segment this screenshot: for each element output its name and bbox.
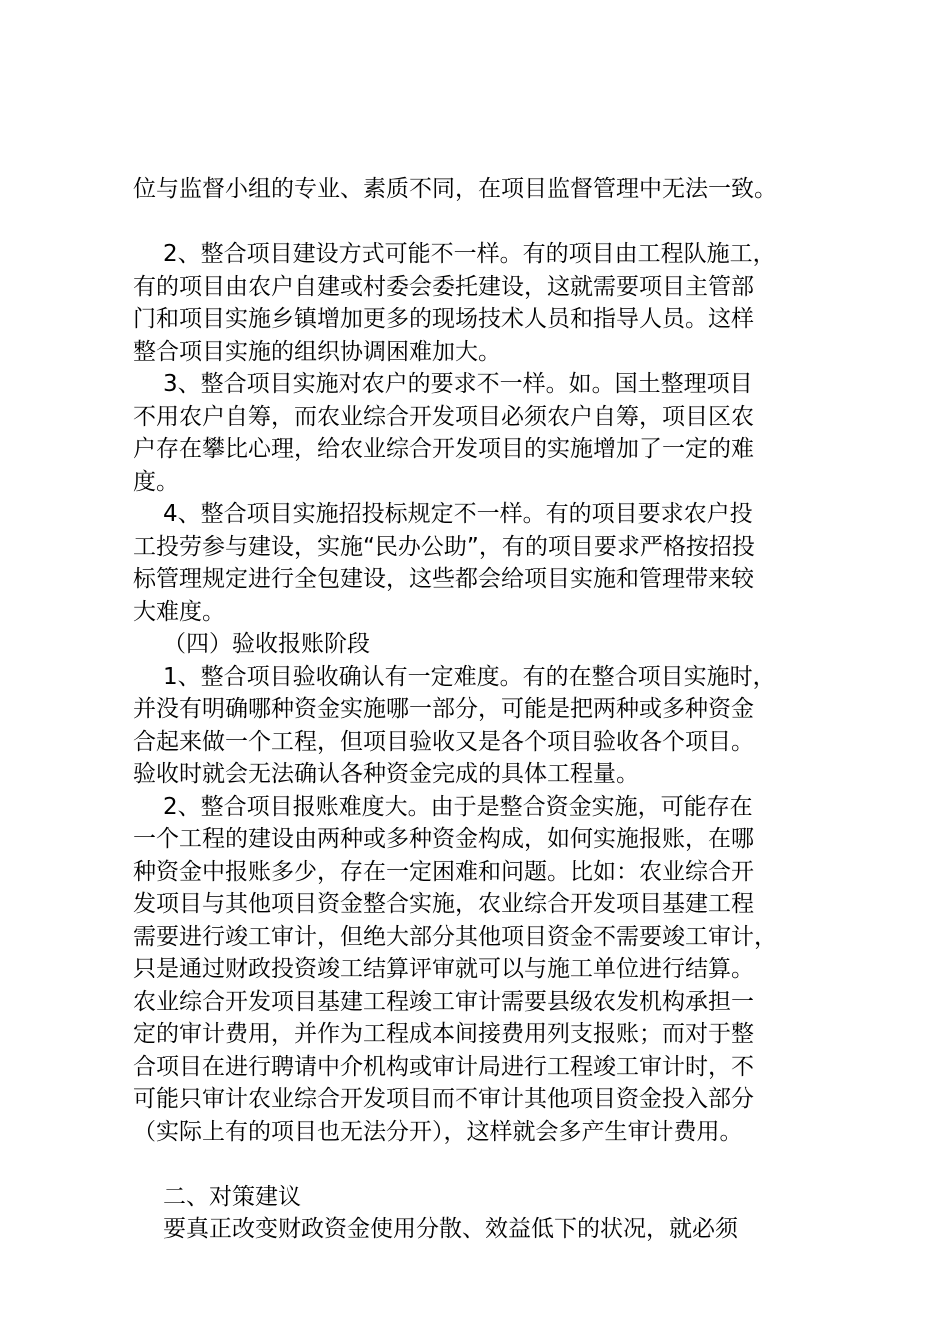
text-line: 3、整合项目实施对农户的要求不一样。如。国土整理项目: [163, 371, 753, 397]
text-line: 只是通过财政投资竣工结算评审就可以与施工单位进行结算。: [133, 956, 754, 982]
text-line: 4、整合项目实施招投标规定不一样。有的项目要求农户投: [163, 501, 753, 527]
text-line: 可能只审计农业综合开发项目而不审计其他项目资金投入部分: [133, 1086, 754, 1112]
paragraph-supervision-end: [133, 173, 833, 206]
section-heading-acceptance: （四）验收报账阶段: [163, 631, 370, 657]
text-line: 需要进行竣工审计，但绝大部分其他项目资金不需要竣工审计，: [133, 923, 777, 950]
document-body: [133, 173, 833, 1246]
text-line: 工投劳参与建设，实施“民办公助”，有的项目要求严格按招投: [133, 533, 755, 560]
text-line: 门和项目实施乡镇增加更多的现场技术人员和指导人员。这样: [133, 306, 754, 332]
text-line: 合项目在进行聘请中介机构或审计局进行工程竣工审计时，不: [133, 1053, 754, 1080]
text-line: 标管理规定进行全包建设，这些都会给项目实施和管理带来较: [133, 566, 754, 592]
text-line: 合起来做一个工程，但项目验收又是各个项目验收各个项目。: [133, 728, 754, 755]
text-line: 1、整合项目验收确认有一定难度。有的在整合项目实施时，: [163, 663, 776, 690]
paragraph-gap: [133, 206, 833, 239]
text-line: 要真正改变财政资金使用分散、效益低下的状况，就必须: [163, 1216, 738, 1242]
text-line: 一个工程的建设由两种或多种资金构成，如何实施报账，在哪: [133, 826, 754, 852]
paragraph-countermeasures-intro: [133, 1213, 833, 1246]
text-line: 不用农户自筹，而农业综合开发项目必须农户自筹，项目区农: [133, 403, 754, 430]
paragraph-reimbursement-difficulty: [133, 791, 833, 1149]
text-line: 验收时就会无法确认各种资金完成的具体工程量。: [133, 761, 639, 787]
text-line: 并没有明确哪种资金实施哪一部分，可能是把两种或多种资金: [133, 696, 754, 722]
text-line: 度。: [133, 468, 179, 495]
section-heading-countermeasures: 二、对策建议: [163, 1183, 301, 1210]
text-line: 户存在攀比心理，给农业综合开发项目的实施增加了一定的难: [133, 436, 754, 462]
text-line: 农业综合开发项目基建工程竣工审计需要县级农发机构承担一: [133, 988, 754, 1015]
paragraph-acceptance-difficulty: [133, 661, 833, 791]
text-line: 2、整合项目建设方式可能不一样。有的项目由工程队施工，: [163, 241, 776, 267]
text-line: 发项目与其他项目资金整合实施，农业综合开发项目基建工程: [133, 891, 754, 917]
paragraph-bidding-rules: [133, 498, 833, 628]
text-line: 种资金中报账多少，存在一定困难和问题。比如：农业综合开: [133, 858, 754, 885]
text-line: （实际上有的项目也无法分开），这样就会多产生审计费用。: [133, 1118, 743, 1145]
paragraph-gap: [133, 1148, 833, 1181]
text-line: 有的项目由农户自建或村委会委托建设，这就需要项目主管部: [133, 273, 754, 300]
text-line: 定的审计费用，并作为工程成本间接费用列支报账；而对于整: [133, 1021, 754, 1047]
text-line: 2、整合项目报账难度大。由于是整合资金实施，可能存在: [163, 793, 753, 820]
paragraph-construction-method: [133, 238, 833, 368]
text-line: 位与监督小组的专业、素质不同，在项目监督管理中无法一致。: [133, 176, 777, 202]
text-line: 整合项目实施的组织协调困难加大。: [133, 338, 501, 365]
paragraph-farmer-requirements: [133, 368, 833, 498]
text-line: 大难度。: [133, 598, 225, 625]
